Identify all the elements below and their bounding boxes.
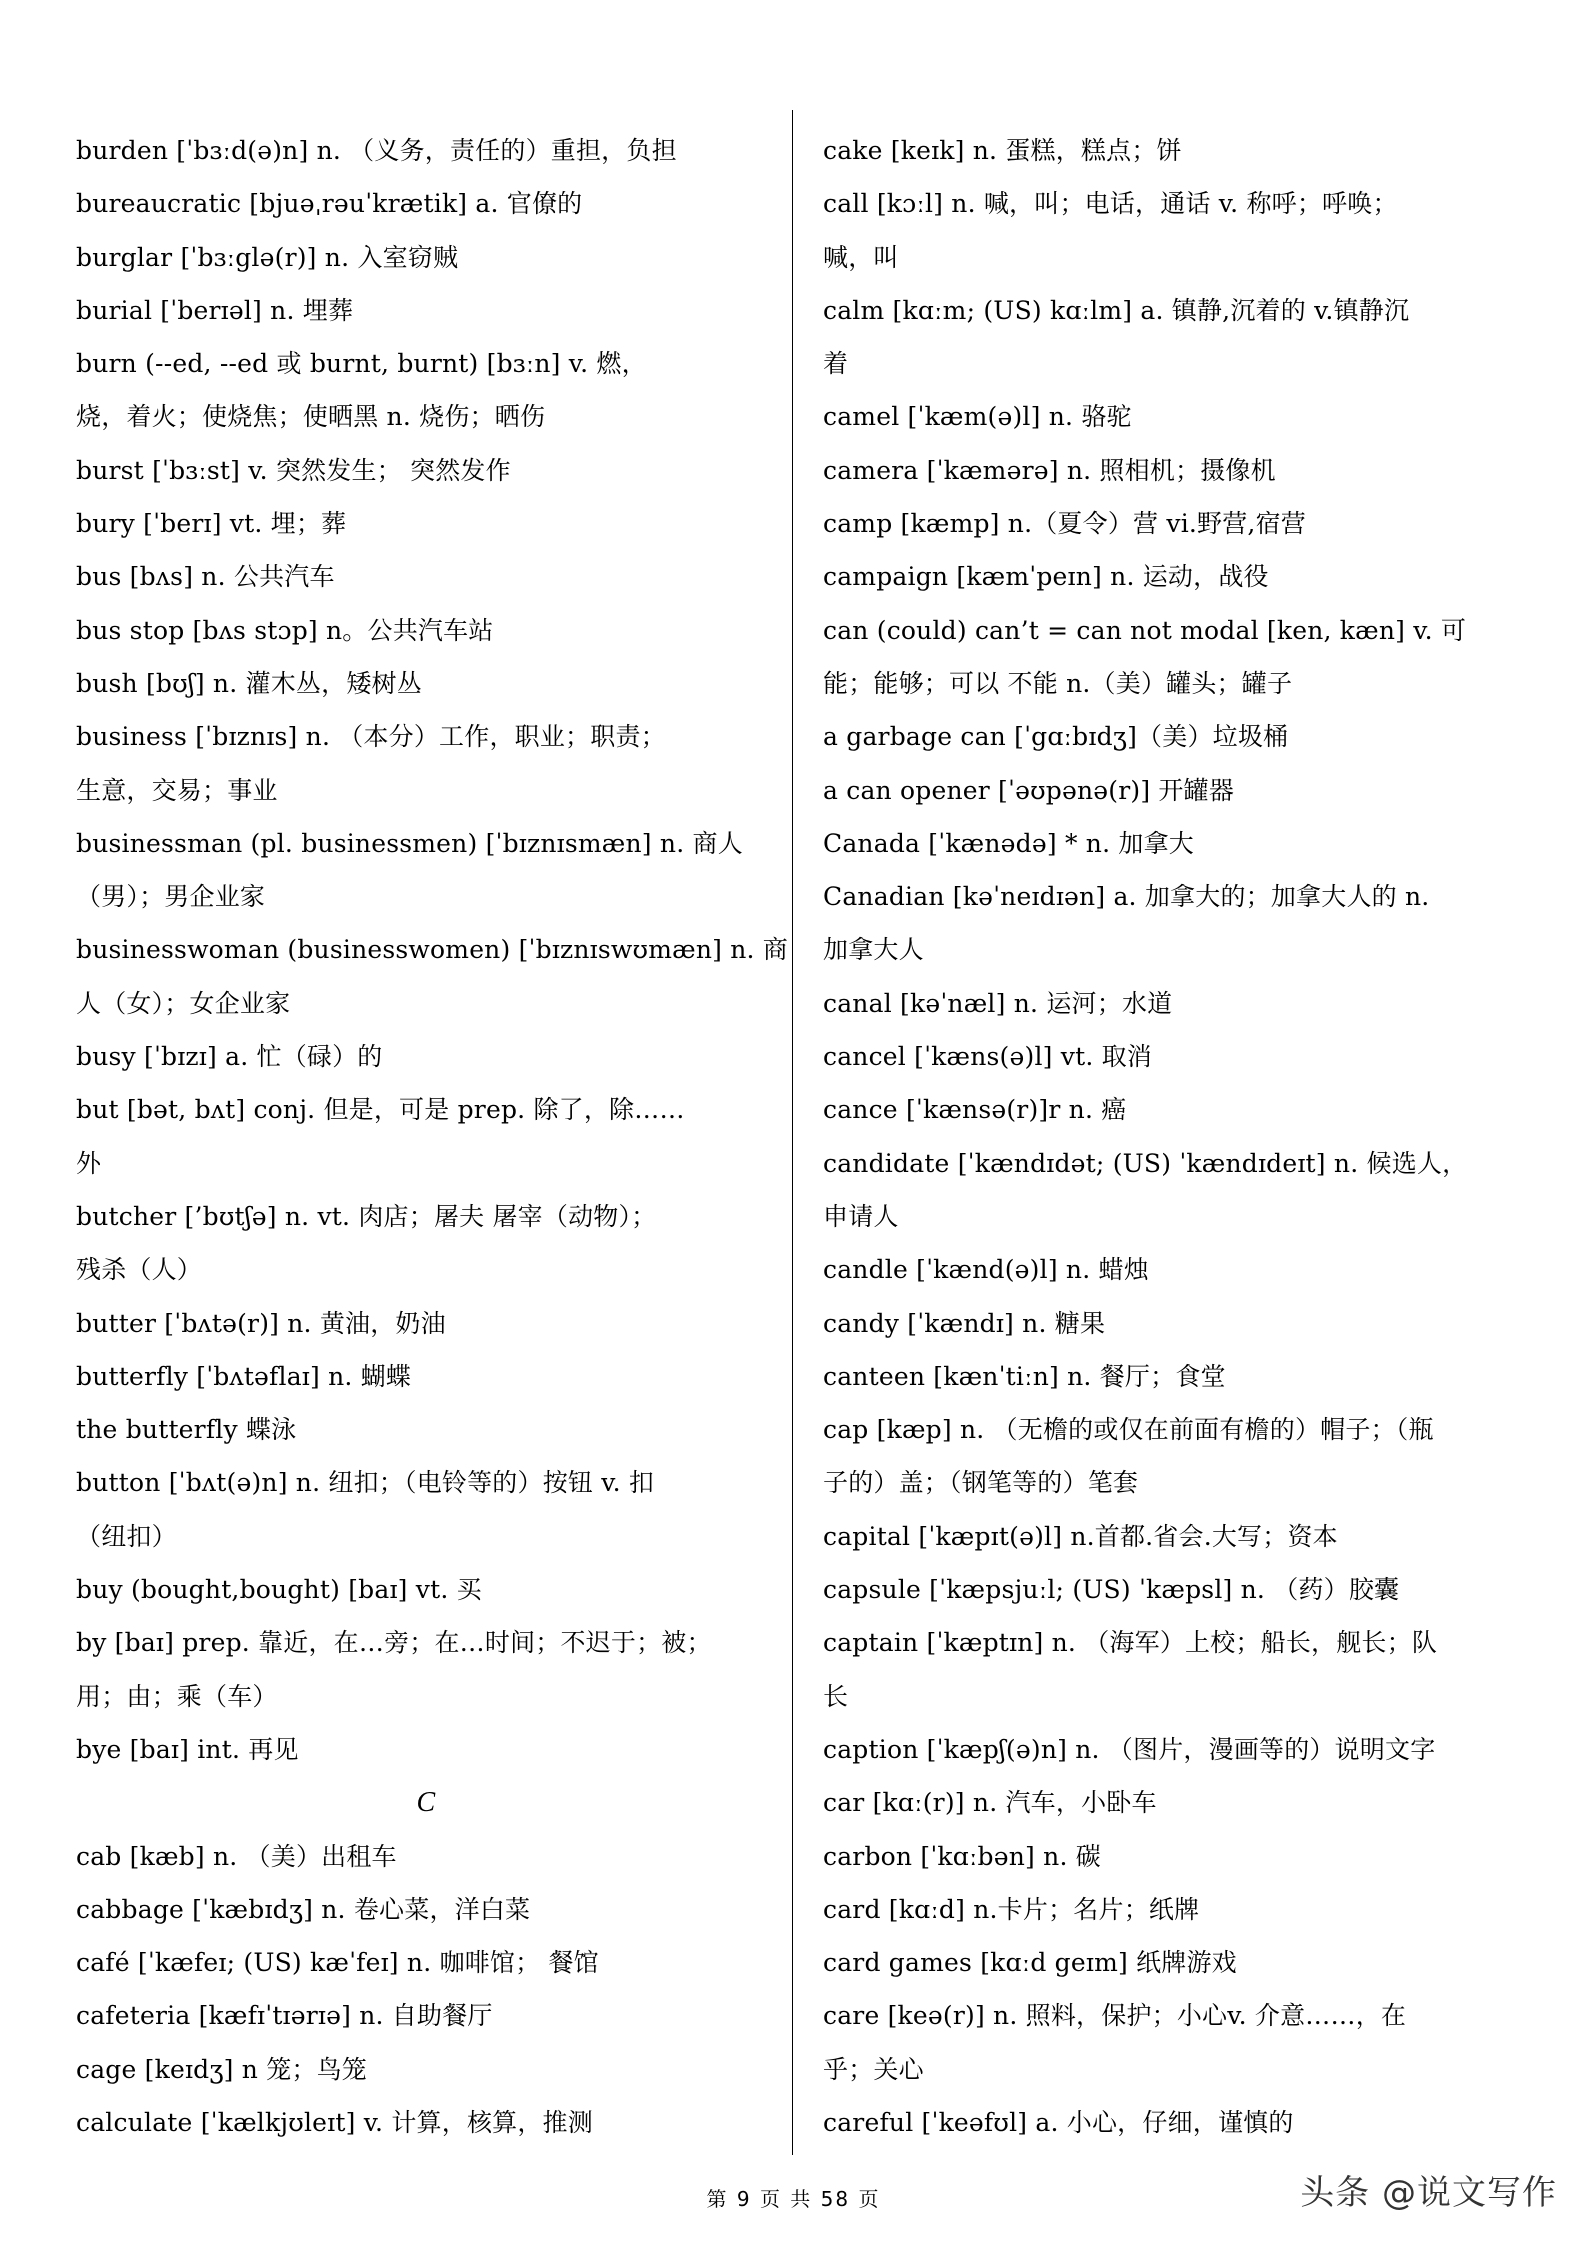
entry-line: busy [ˈbɪzɪ] a. 忙（碌）的 [76, 1042, 383, 1072]
entry-line: call [kɔːl] n. 喊，叫；电话，通话 v. 称呼；呼唤； [823, 189, 1398, 219]
entry-line: bush [bʊʃ] n. 灌木丛，矮树丛 [76, 668, 422, 698]
entry-line: burn (--ed, --ed 或 burnt, burnt) [bɜːn] v. 燃， [76, 349, 647, 379]
entry-line: buy (bought,bought) [baɪ] vt. 买 [76, 1575, 482, 1605]
entry-line: the butterfly 蝶泳 [76, 1415, 297, 1445]
entry-line: capsule [ˈkæpsjuːl; (US) ˈkæpsl] n. （药）胶囊 [823, 1575, 1400, 1605]
entry-line: 乎；关心 [823, 2054, 924, 2084]
entry-line: card [kɑːd] n.卡片；名片；纸牌 [823, 1894, 1200, 1924]
entry-line: 长 [823, 1681, 849, 1711]
entry-line: 生意，交易；事业 [76, 775, 278, 805]
entry-line: camera [ˈkæmərə] n. 照相机；摄像机 [823, 455, 1276, 485]
section-heading-letter: C [416, 1787, 436, 1819]
entry-line: 能；能够；可以 不能 n.（美）罐头；罐子 [823, 668, 1293, 698]
entry-line: care [keə(r)] n. 照料，保护；小心v. 介意……，在 [823, 2001, 1407, 2031]
entry-line: can (could) can’t = can not modal [ken, kæn] v. 可 [823, 615, 1467, 645]
entry-line: canteen [kænˈtiːn] n. 餐厅；食堂 [823, 1361, 1226, 1391]
entry-line: 烧，着火；使烧焦；使晒黑 n. 烧伤；晒伤 [76, 402, 546, 432]
entry-line: Canada [ˈkænədə] * n. 加拿大 [823, 828, 1195, 858]
entry-line: 加拿大人 [823, 935, 924, 965]
entry-line: cancel [ˈkæns(ə)l] vt. 取消 [823, 1042, 1153, 1072]
left-column [76, 124, 789, 2149]
entry-line: bus stop [bʌs stɔp] n。公共汽车站 [76, 615, 494, 645]
entry-line: canal [kəˈnæl] n. 运河；水道 [823, 988, 1173, 1018]
entry-line: calculate [ˈkælkjʊleɪt] v. 计算，核算，推测 [76, 2107, 593, 2137]
entry-line: cabbage [ˈkæbɪdʒ] n. 卷心菜，洋白菜 [76, 1894, 531, 1924]
entry-line: card games [kɑːd geɪm] 纸牌游戏 [823, 1948, 1237, 1978]
entry-line: burden [ˈbɜːd(ə)n] n. （义务，责任的）重担，负担 [76, 136, 677, 165]
entry-line: 着 [823, 349, 849, 379]
entry-line: business [ˈbɪznɪs] n. （本分）工作，职业；职责； [76, 722, 666, 752]
entry-line: carbon [ˈkɑːbən] n. 碳 [823, 1841, 1101, 1871]
entry-line: bus [bʌs] n. 公共汽车 [76, 562, 335, 592]
entry-line: bye [baɪ] int. 再见 [76, 1734, 299, 1764]
entry-line: 申请人 [823, 1201, 899, 1231]
entry-line: by [baɪ] prep. 靠近，在…旁；在…时间；不迟于；被； [76, 1628, 712, 1658]
entry-line: candle [ˈkænd(ə)l] n. 蜡烛 [823, 1255, 1149, 1285]
entry-line: butterfly [ˈbʌtəflaɪ] n. 蝴蝶 [76, 1361, 412, 1391]
entry-line: burial [ˈberɪəl] n. 埋葬 [76, 295, 354, 325]
entry-line: 子的）盖；（钢笔等的）笔套 [823, 1468, 1139, 1498]
entry-line: cab [kæb] n. （美）出租车 [76, 1841, 397, 1871]
entry-line: burglar [ˈbɜːglə(r)] n. 入室窃贼 [76, 242, 459, 272]
entry-line: café [ˈkæfeɪ; (US) kæˈfeɪ] n. 咖啡馆； 餐馆 [76, 1948, 599, 1978]
entry-line: cafeteria [kæfɪˈtɪərɪə] n. 自助餐厅 [76, 2001, 493, 2031]
entry-line: 残杀（人） [76, 1255, 203, 1285]
entry-line: camp [kæmp] n.（夏令）营 vi.野营,宿营 [823, 509, 1306, 539]
entry-line: candidate [ˈkændɪdət; (US) ˈkændɪdeɪt] n. 候选人， [823, 1148, 1468, 1178]
entry-line: but [bət, bʌt] conj. 但是，可是 prep. 除了，除…… [76, 1095, 685, 1125]
entry-line: Canadian [kəˈneɪdɪən] a. 加拿大的；加拿大人的 n. [823, 882, 1430, 912]
entry-line: burst [ˈbɜːst] v. 突然发生； 突然发作 [76, 455, 511, 485]
entry-line: button [ˈbʌt(ə)n] n. 纽扣；（电铃等的）按钮 v. 扣 [76, 1468, 655, 1498]
watermark: 头条 @说文写作 [1300, 2173, 1557, 2213]
right-column [823, 124, 1523, 2149]
entry-line: careful [ˈkeəfʊl] a. 小心，仔细，谨慎的 [823, 2107, 1294, 2137]
entry-line: cance [ˈkænsə(r)]r n. 癌 [823, 1095, 1127, 1125]
entry-line: campaign [kæmˈpeɪn] n. 运动，战役 [823, 562, 1269, 592]
entry-line: businesswoman (businesswomen) [ˈbɪznɪswʊmæn] n. 商 [76, 935, 789, 965]
entry-line: bureaucratic [bjuəˌrəuˈkrætik] a. 官僚的 [76, 189, 583, 219]
entry-line: car [kɑː(r)] n. 汽车，小卧车 [823, 1788, 1157, 1818]
entry-line: cage [keɪdʒ] n 笼；鸟笼 [76, 2054, 368, 2084]
page-number-footer: 第 9 页 共 58 页 [706, 2187, 881, 2211]
entry-line: capital [ˈkæpɪt(ə)l] n.首都.省会.大写；资本 [823, 1521, 1338, 1551]
entry-line: captain [ˈkæptɪn] n. （海军）上校；船长，舰长；队 [823, 1628, 1438, 1658]
entry-line: （纽扣） [76, 1521, 177, 1551]
entry-line: （男）；男企业家 [76, 882, 266, 912]
entry-line: 喊，叫 [823, 242, 899, 272]
entry-line: 人（女）；女企业家 [76, 988, 291, 1018]
entry-line: 外 [76, 1148, 102, 1178]
entry-line: a can opener [ˈəʊpənə(r)] 开罐器 [823, 775, 1235, 805]
entry-line: businessman (pl. businessmen) [ˈbɪznɪsmæn] n. 商人 [76, 828, 743, 858]
entry-line: a garbage can [ˈgɑːbɪdʒ]（美）垃圾桶 [823, 722, 1289, 752]
entry-line: bury [ˈberɪ] vt. 埋；葬 [76, 509, 347, 539]
entry-line: butter [ˈbʌtə(r)] n. 黄油，奶油 [76, 1308, 446, 1338]
entry-line: butcher [’bʊtʃə] n. vt. 肉店；屠夫 屠宰（动物）； [76, 1201, 657, 1231]
entry-line: calm [kɑːm; (US) kɑːlm] a. 镇静,沉着的 v.镇静沉 [823, 295, 1410, 325]
entry-line: candy [ˈkændɪ] n. 糖果 [823, 1308, 1106, 1338]
entry-line: cap [kæp] n. （无檐的或仅在前面有檐的）帽子；（瓶 [823, 1415, 1434, 1445]
entry-line: camel [ˈkæm(ə)l] n. 骆驼 [823, 402, 1132, 432]
column-divider [792, 110, 793, 2155]
entry-line: caption [ˈkæpʃ(ə)n] n. （图片，漫画等的）说明文字 [823, 1734, 1436, 1764]
entry-line: cake [keɪk] n. 蛋糕，糕点；饼 [823, 136, 1182, 165]
entry-line: 用；由；乘（车） [76, 1681, 278, 1711]
